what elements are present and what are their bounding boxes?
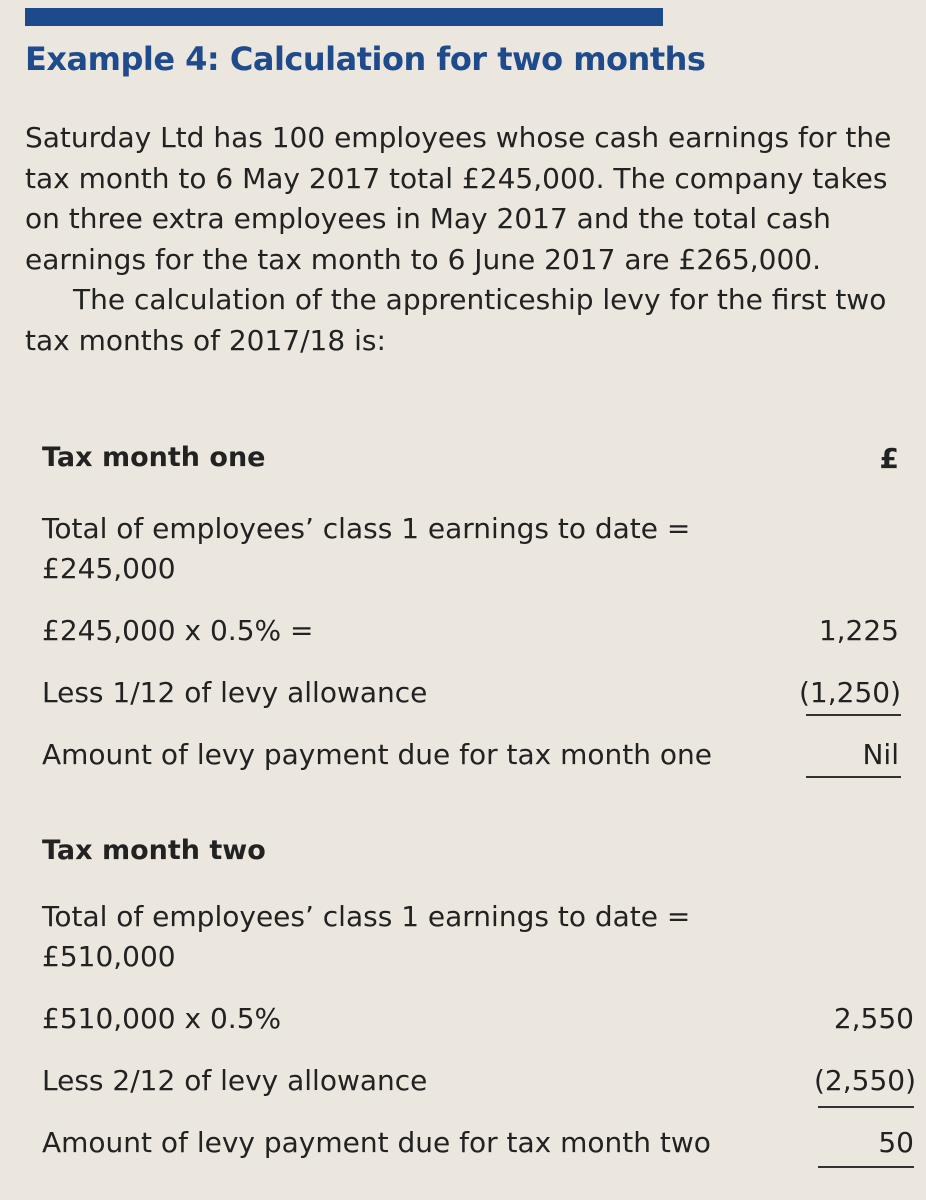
intro-paragraph-2: The calculation of the apprenticeship levy for the first two tax months of 2017/18 is: — [25, 283, 887, 357]
month-two-calc-value: 2,550 — [833, 1002, 914, 1035]
month-one-total-line2: £245,000 — [42, 552, 176, 585]
month-two-total-line1: Total of employees’ class 1 earnings to date = — [42, 900, 691, 933]
month-two-total — [42, 897, 690, 977]
intro-paragraph-1: Saturday Ltd has 100 employees whose cash earnings for the tax month to 6 May 2017 total £245,000. The company takes on three extra employees in May 2017 and the total cash earnings for the tax month to 6 June 2017 are £265,000. — [25, 121, 892, 276]
example-title: Example 4: Calculation for two months — [25, 40, 706, 78]
intro-text — [25, 118, 905, 361]
month-two-less-value: (2,550) — [813, 1064, 916, 1097]
month-one-calc-value: 1,225 — [818, 614, 899, 647]
month-two-subtotal-rule — [818, 1106, 914, 1108]
month-two-calc-label: £510,000 x 0.5% — [42, 1002, 282, 1035]
month-one-less-value: (1,250) — [798, 676, 901, 709]
month-one-total — [42, 509, 690, 589]
month-two-due-value: 50 — [878, 1126, 914, 1159]
currency-header: £ — [879, 442, 899, 475]
month-one-total-rule — [806, 776, 901, 778]
month-one-subtotal-rule — [806, 714, 901, 716]
month-one-calc-label: £245,000 x 0.5% = — [42, 614, 314, 647]
month-two-heading: Tax month two — [42, 835, 266, 866]
month-two-due-label: Amount of levy payment due for tax month two — [42, 1126, 711, 1159]
month-two-total-rule — [818, 1166, 914, 1168]
month-two-total-line2: £510,000 — [42, 940, 176, 973]
month-one-total-line1: Total of employees’ class 1 earnings to date = — [42, 512, 691, 545]
month-one-due-label: Amount of levy payment due for tax month one — [42, 738, 713, 771]
header-rule — [25, 8, 663, 26]
month-one-less-label: Less 1/12 of levy allowance — [42, 676, 428, 709]
month-one-due-value: Nil — [862, 738, 899, 771]
month-two-less-label: Less 2/12 of levy allowance — [42, 1064, 428, 1097]
month-one-heading: Tax month one — [42, 442, 266, 473]
